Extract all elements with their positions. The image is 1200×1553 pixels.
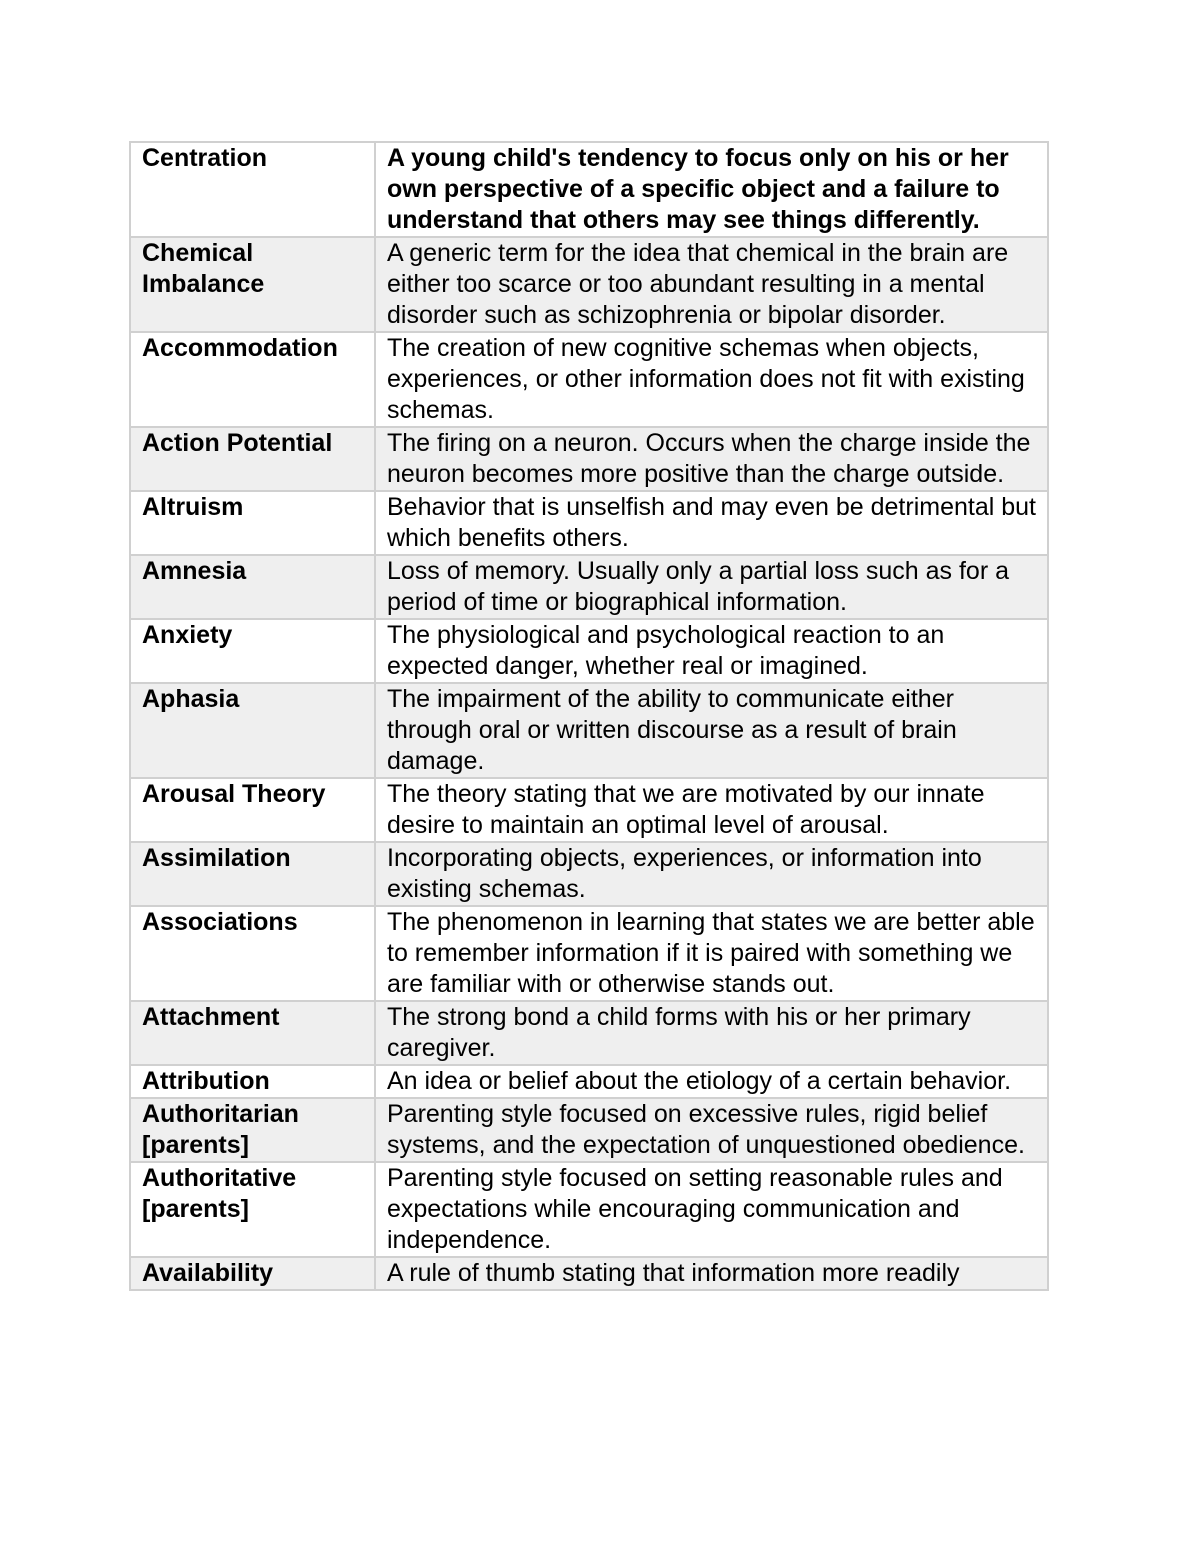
table-row xyxy=(130,1257,1048,1290)
term-cell: Associations xyxy=(130,906,375,1001)
term-cell: Authoritarian [parents] xyxy=(130,1098,375,1162)
definition-cell: A rule of thumb stating that information more readily xyxy=(375,1257,1048,1290)
definition-cell: A young child's tendency to focus only on his or her own perspective of a specific object and a failure to understand that others may see things differently. xyxy=(375,142,1048,237)
term-cell: Authoritative [parents] xyxy=(130,1162,375,1257)
definition-cell: Behavior that is unselfish and may even be detrimental but which benefits others. xyxy=(375,491,1048,555)
table-row xyxy=(130,619,1048,683)
table-row xyxy=(130,1065,1048,1098)
definition-cell: The impairment of the ability to communicate either through oral or written discourse as a result of brain damage. xyxy=(375,683,1048,778)
definition-cell: A generic term for the idea that chemical in the brain are either too scarce or too abundant resulting in a mental disorder such as schizophrenia or bipolar disorder. xyxy=(375,237,1048,332)
term-cell: Attachment xyxy=(130,1001,375,1065)
term-cell: Accommodation xyxy=(130,332,375,427)
term-cell: Centration xyxy=(130,142,375,237)
table-row xyxy=(130,332,1048,427)
definition-cell: The physiological and psychological reaction to an expected danger, whether real or imagined. xyxy=(375,619,1048,683)
term-cell: Arousal Theory xyxy=(130,778,375,842)
definition-cell: The theory stating that we are motivated by our innate desire to maintain an optimal level of arousal. xyxy=(375,778,1048,842)
term-cell: Availability xyxy=(130,1257,375,1290)
definition-cell: The firing on a neuron. Occurs when the charge inside the neuron becomes more positive than the charge outside. xyxy=(375,427,1048,491)
term-cell: Amnesia xyxy=(130,555,375,619)
table-row xyxy=(130,906,1048,1001)
table-row xyxy=(130,778,1048,842)
definition-cell: The phenomenon in learning that states we are better able to remember information if it is paired with something we are familiar with or otherwise stands out. xyxy=(375,906,1048,1001)
table-row xyxy=(130,491,1048,555)
table-row xyxy=(130,1162,1048,1257)
definition-cell: Incorporating objects, experiences, or information into existing schemas. xyxy=(375,842,1048,906)
term-cell: Aphasia xyxy=(130,683,375,778)
definition-cell: Parenting style focused on setting reasonable rules and expectations while encouraging communication and independence. xyxy=(375,1162,1048,1257)
term-cell: Assimilation xyxy=(130,842,375,906)
definition-cell: The creation of new cognitive schemas when objects, experiences, or other information does not fit with existing schemas. xyxy=(375,332,1048,427)
term-cell: Attribution xyxy=(130,1065,375,1098)
term-cell: Altruism xyxy=(130,491,375,555)
definition-cell: Loss of memory. Usually only a partial loss such as for a period of time or biographical information. xyxy=(375,555,1048,619)
table-row xyxy=(130,683,1048,778)
table-row xyxy=(130,842,1048,906)
table-row xyxy=(130,1001,1048,1065)
table-row xyxy=(130,237,1048,332)
term-cell: Anxiety xyxy=(130,619,375,683)
table-row xyxy=(130,427,1048,491)
term-cell: Chemical Imbalance xyxy=(130,237,375,332)
table-row xyxy=(130,1098,1048,1162)
table-row xyxy=(130,142,1048,237)
definition-cell: Parenting style focused on excessive rules, rigid belief systems, and the expectation of unquestioned obedience. xyxy=(375,1098,1048,1162)
table-row xyxy=(130,555,1048,619)
definition-cell: The strong bond a child forms with his or her primary caregiver. xyxy=(375,1001,1048,1065)
definition-cell: An idea or belief about the etiology of a certain behavior. xyxy=(375,1065,1048,1098)
term-cell: Action Potential xyxy=(130,427,375,491)
glossary-table xyxy=(129,141,1049,1291)
